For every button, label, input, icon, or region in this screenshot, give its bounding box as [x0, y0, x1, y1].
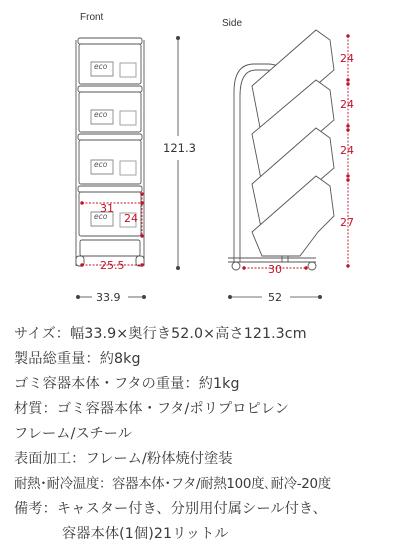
front-height-label: 121.3: [163, 141, 196, 155]
side-view-label: Side: [222, 18, 243, 29]
front-view-label: Front: [80, 12, 104, 23]
spec-size: サイズ：幅33.9×奥行き52.0×高さ121.3cm: [14, 326, 307, 342]
eco-logo: eco: [94, 62, 108, 71]
spec-bin-weight: ゴミ容器本体・フタの重量：約1kg: [14, 376, 240, 392]
spec-material-frame: フレーム/スチール: [14, 426, 133, 442]
front-bin-3: [78, 134, 142, 184]
front-bin-1: [78, 38, 142, 84]
spec-capacity: 容器本体(1個)21リットル: [62, 526, 229, 542]
front-bin-2: [78, 86, 142, 132]
eco-logo: eco: [94, 110, 108, 119]
side-depth-label: 52: [268, 291, 282, 304]
side-segment-label: 24: [340, 98, 354, 111]
spec-notes: 備考：キャスター付き、分別用付属シール付き、: [14, 501, 327, 517]
side-segment-label: 27: [340, 216, 354, 229]
front-width-label: 33.9: [96, 291, 121, 304]
eco-logo: eco: [94, 212, 108, 221]
spec-finish: 表面加工：フレーム/粉体焼付塗装: [14, 451, 233, 467]
front-base-width-label: 25.5: [100, 259, 125, 272]
spec-temperature: 耐熱･耐冷温度：容器本体･フタ/耐熱100度､耐冷-20度: [14, 477, 331, 492]
front-view: [76, 38, 144, 266]
front-bin-width-label: 31: [100, 202, 114, 215]
side-segment-label: 24: [340, 144, 354, 157]
side-segment-label: 24: [340, 52, 354, 65]
spec-material: 材質：ゴミ容器本体・フタ/ポリプロピレン: [14, 401, 289, 417]
eco-logo: eco: [94, 160, 108, 169]
spec-total-weight: 製品総重量：約8kg: [14, 351, 141, 367]
front-base: [80, 240, 140, 256]
front-bin-height-label: 24: [124, 212, 138, 225]
side-base-label: 30: [268, 263, 282, 276]
